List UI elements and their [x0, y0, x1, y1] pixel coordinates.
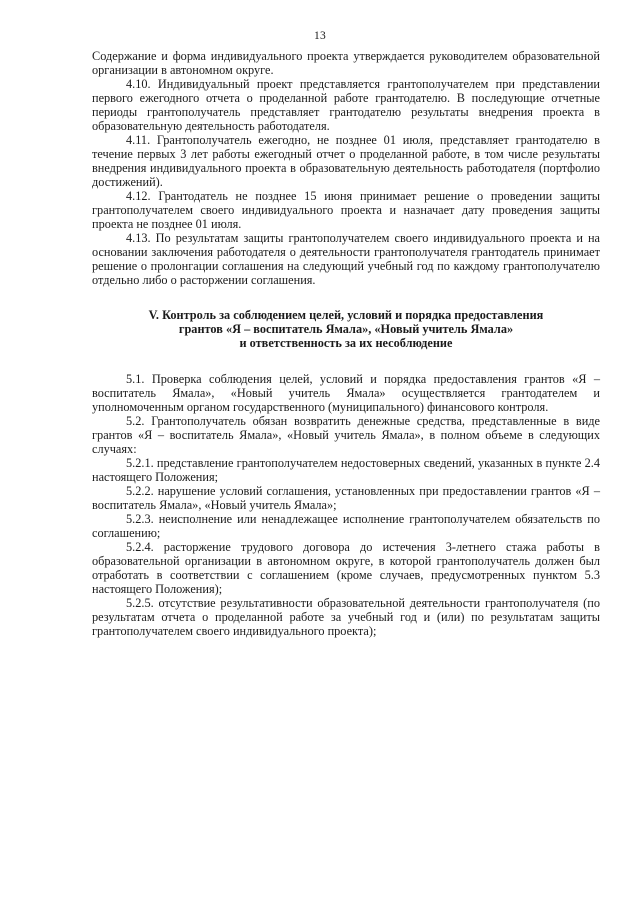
paragraph-5-1: 5.1. Проверка соблюдения целей, условий и порядка предоставления грантов «Я – воспитатель Ямала», «Новый учитель Ямала» осуществляется грантодателем и уполномоченным органом государственного (муниципального) финансового контроля. — [92, 372, 600, 414]
heading-line-3: и ответственность за их несоблюдение — [239, 336, 453, 350]
page-number: 13 — [313, 30, 327, 42]
paragraph-5-2-1: 5.2.1. представление грантополучателем недостоверных сведений, указанных в пункте 2.4 настоящего Положения; — [92, 456, 600, 484]
paragraph-5-2-3: 5.2.3. неисполнение или ненадлежащее исполнение грантополучателем обязательств по соглашению; — [92, 512, 600, 540]
paragraph-intro: Содержание и форма индивидуального проекта утверждается руководителем образовательной организации в автономном округе. — [92, 49, 600, 77]
paragraph-5-2-5: 5.2.5. отсутствие результативности образовательной деятельности грантополучателя (по результатам отчета о проделанной работе за учебный год и (или) по результатам защиты грантополучателем своего индивидуального проекта); — [92, 596, 600, 638]
paragraph-5-2: 5.2. Грантополучатель обязан возвратить денежные средства, представленные в виде грантов «Я – воспитатель Ямала», «Новый учитель Ямала», в полном объеме в следующих случаях: — [92, 414, 600, 456]
heading-line-2: грантов «Я – воспитатель Ямала», «Новый учитель Ямала» — [178, 322, 514, 336]
document-body — [92, 49, 600, 638]
paragraph-4-13: 4.13. По результатам защиты грантополучателем своего индивидуального проекта и на основании заключения работодателя о деятельности грантополучателя грантодатель принимает решение о пролонгации соглашения на следующий учебный год по каждому грантополучателю отдельно либо о расторжении соглашения. — [92, 231, 600, 287]
section-5-heading — [92, 308, 600, 350]
paragraph-4-10: 4.10. Индивидуальный проект представляется грантополучателем при представлении первого ежегодного отчета о проделанной работе грантодателю. В последующие отчетные периоды грантополучатель представляет грантодателю результаты внедрения проекта в образовательную деятельность работодателя. — [92, 77, 600, 133]
paragraph-5-2-2: 5.2.2. нарушение условий соглашения, установленных при предоставлении грантов «Я – воспитатель Ямала», «Новый учитель Ямала»; — [92, 484, 600, 512]
paragraph-5-2-4: 5.2.4. расторжение трудового договора до истечения 3-летнего стажа работы в образовательной организации в автономном округе, в которой грантополучатель должен был отработать в соответствии с соглашением (кроме случаев, предусмотренных пунктом 5.3 настоящего Положения); — [92, 540, 600, 596]
paragraph-4-11: 4.11. Грантополучатель ежегодно, не позднее 01 июля, представляет грантодателю в течение первых 3 лет работы ежегодный отчет о проделанной работе, в том числе результаты внедрения индивидуального проекта в образовательную деятельность работодателя (портфолио достижений). — [92, 133, 600, 189]
heading-line-1: V. Контроль за соблюдением целей, условий и порядка предоставления — [148, 308, 544, 322]
paragraph-4-12: 4.12. Грантодатель не позднее 15 июня принимает решение о проведении защиты грантополучателем своего индивидуального проекта и назначает дату проведения защиты проекта не позднее 01 июля. — [92, 189, 600, 231]
